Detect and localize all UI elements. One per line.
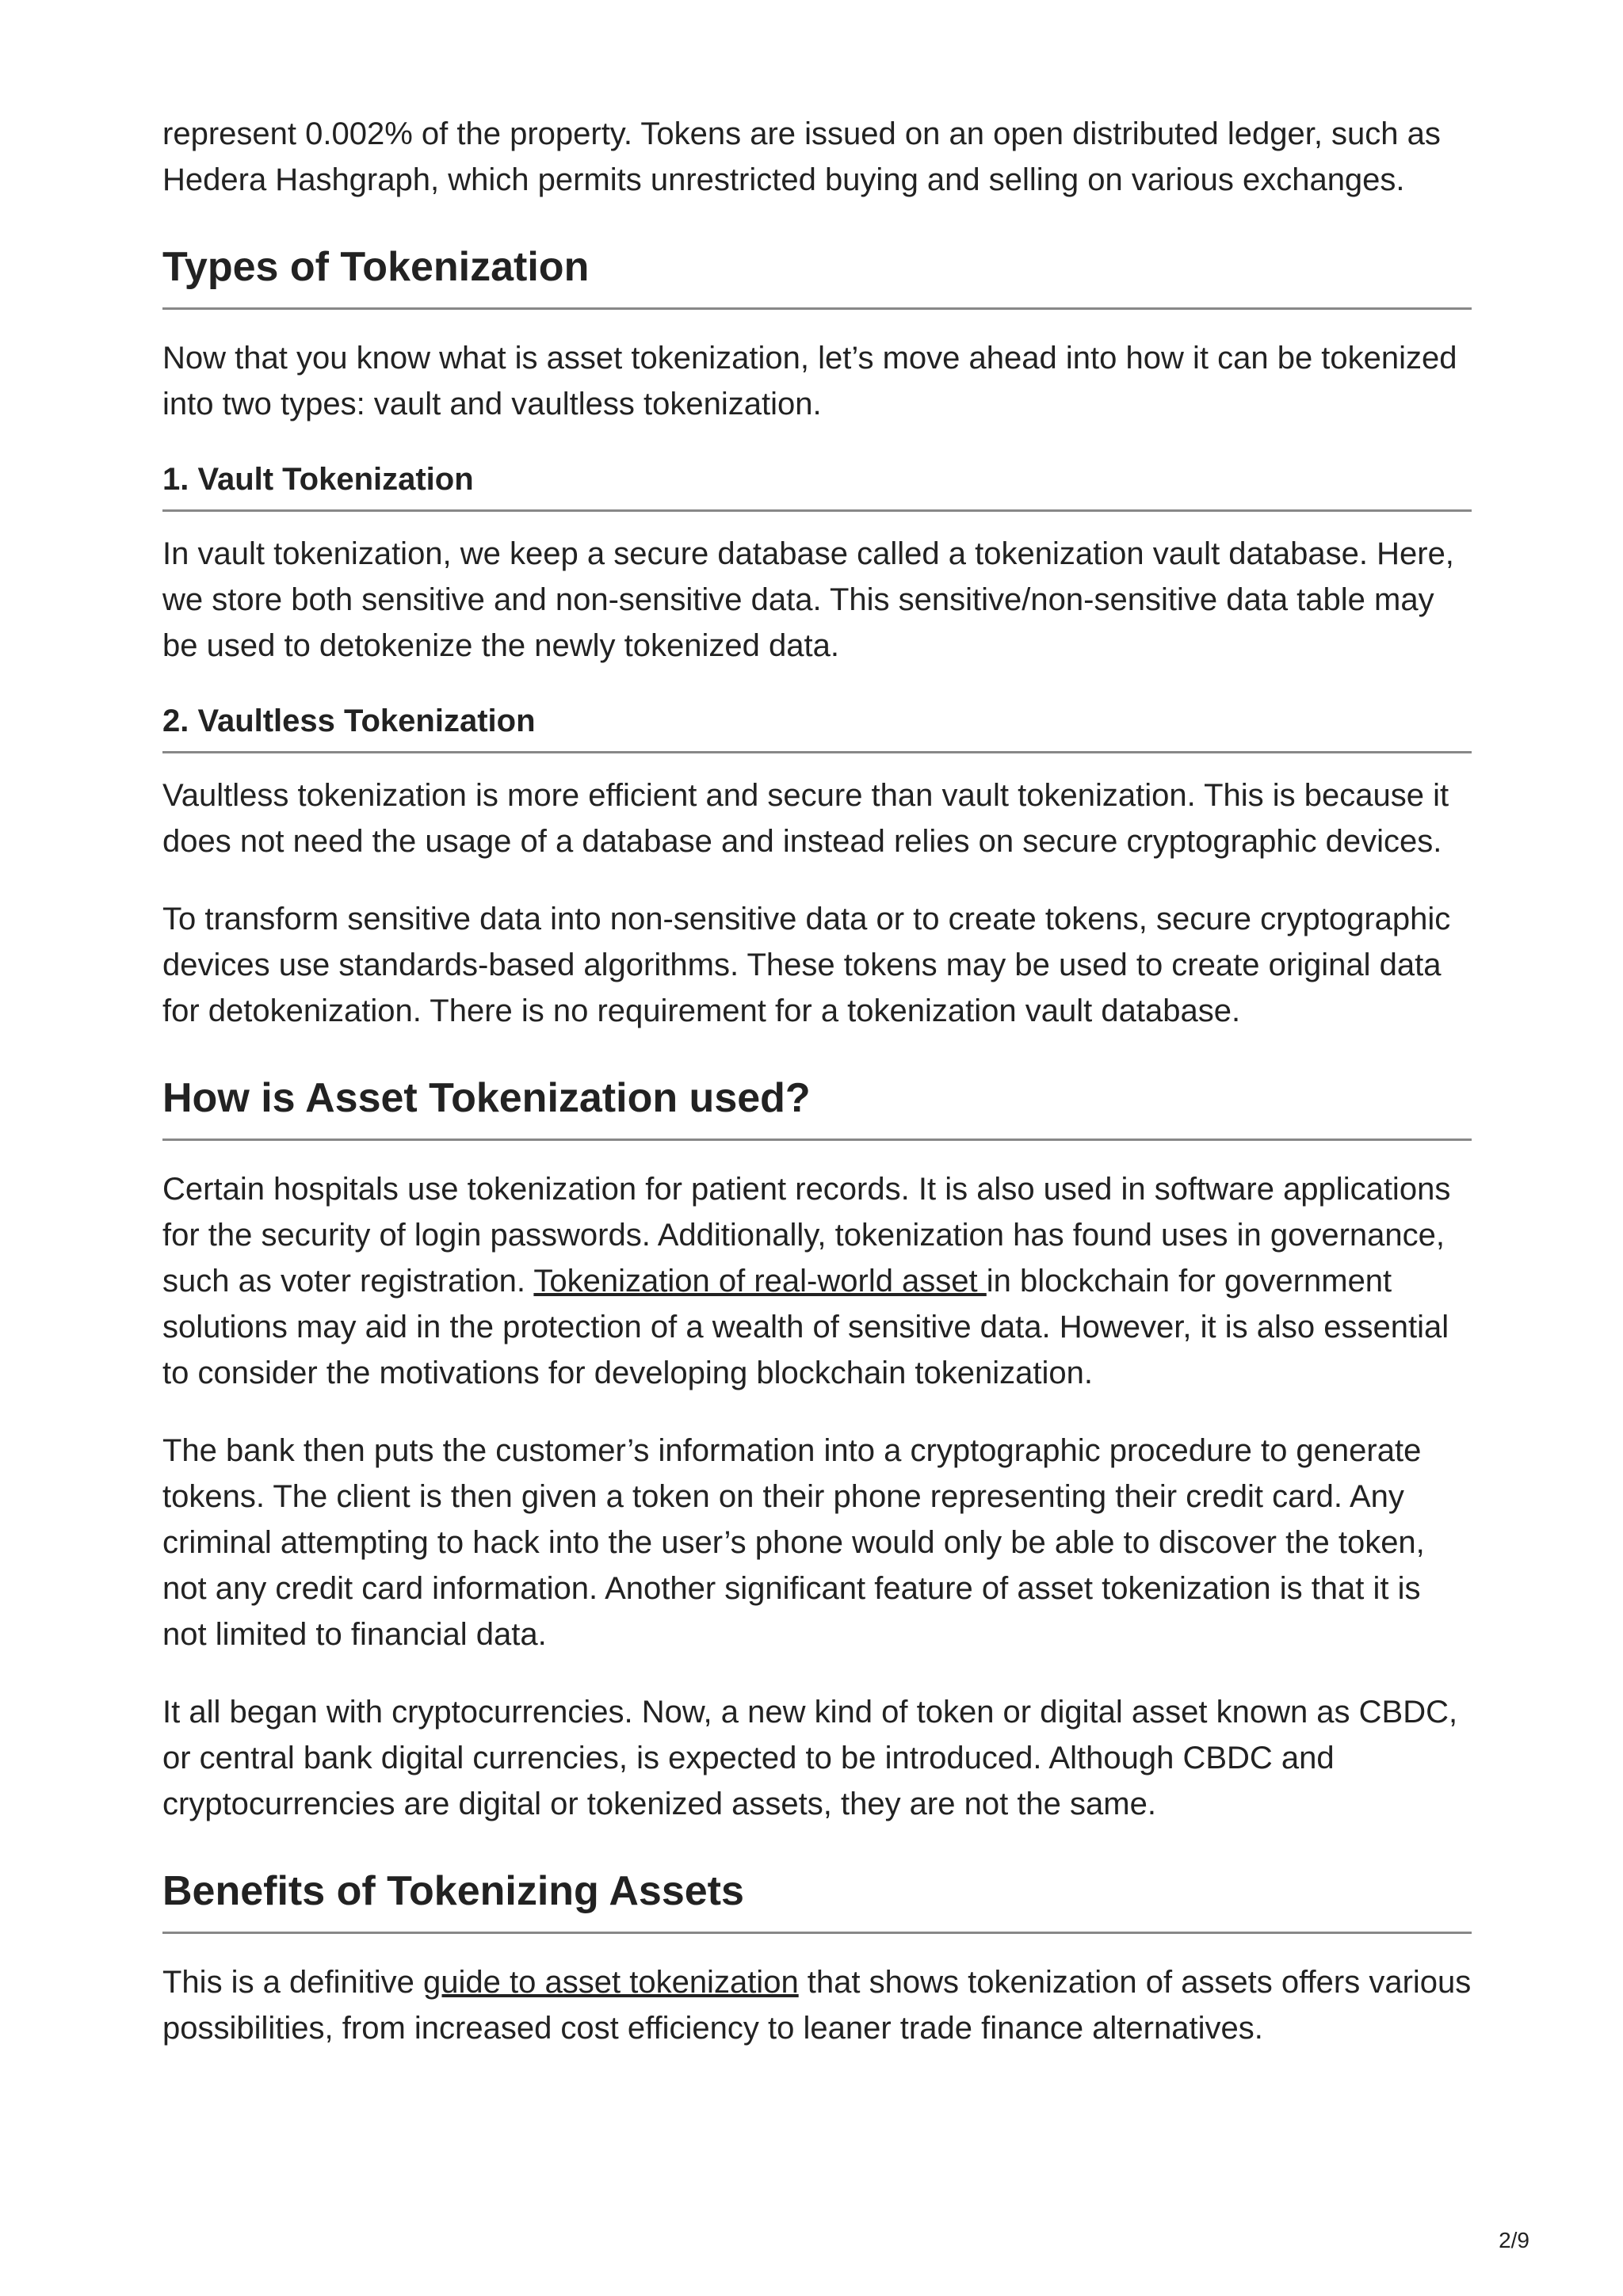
- vaultless-paragraph-1: Vaultless tokenization is more efficient and secure than vault tokenization. This is because it does not need the usage of a database and instead relies on secure cryptographic devices.: [162, 778, 1449, 859]
- asset-tokenization-guide-link[interactable]: guide to asset tokenization: [423, 1965, 799, 2000]
- benefits-paragraph-1-text-start: This is a definitive: [162, 1965, 424, 2000]
- usage-paragraph-1-text-end: in blockchain for government solutions may aid in the protection of a wealth of sensitive data. However, it is also essential to consider the motivations for developing blockchain tokenization.: [162, 1264, 1449, 1390]
- vault-tokenization-heading: 1. Vault Tokenization: [162, 459, 1472, 512]
- page-number: 2/9: [1499, 2228, 1529, 2252]
- intro-paragraph: represent 0.002% of the property. Tokens are issued on an open distributed ledger, such as Hedera Hashgraph, which permits unrestricted buying and selling on various exchanges.: [162, 116, 1441, 197]
- usage-paragraph-3: It all began with cryptocurrencies. Now, a new kind of token or digital asset known as CBDC, or central bank digital currencies, is expected to be introduced. Although CBDC and cryptocurrencies are digital or tokenized assets, they are not the same.: [162, 1695, 1458, 1821]
- usage-paragraph-2: The bank then puts the customer’s information into a cryptographic procedure to generate tokens. The client is then given a token on their phone representing their credit card. Any criminal attempting to hack into the user’s phone would only be able to discover the token, not any credit card information. Another significant feature of asset tokenization is that it is not limited to financial data.: [162, 1433, 1425, 1652]
- vaultless-paragraph-2: To transform sensitive data into non-sensitive data or to create tokens, secure cryptographic devices use standards-based algorithms. These tokens may be used to create original data for detokenization. There is no requirement for a tokenization vault database.: [162, 902, 1451, 1028]
- benefits-paragraph-1: [162, 1959, 1472, 2051]
- vault-tokenization-paragraph: In vault tokenization, we keep a secure database called a tokenization vault database. Here, we store both sensitive and non-sensitive data. This sensitive/non-sensitive data table may be used to detokenize the newly tokenized data.: [162, 536, 1454, 663]
- benefits-heading: Benefits of Tokenizing Assets: [162, 1867, 1472, 1934]
- types-heading: Types of Tokenization: [162, 242, 1472, 310]
- types-intro-paragraph: Now that you know what is asset tokenization, let’s move ahead into how it can be tokenized into two types: vault and vaultless tokenization.: [162, 341, 1457, 421]
- benefits-paragraph-1-text-end: that shows tokenization of assets offers various possibilities, from increased cost efficiency to leaner trade finance alternatives.: [162, 1965, 1472, 2046]
- vaultless-tokenization-heading: 2. Vaultless Tokenization: [162, 700, 1472, 753]
- article-body: [162, 111, 1472, 2083]
- usage-paragraph-1-text-start: Certain hospitals use tokenization for patient records. It is also used in software applications for the security of login passwords. Additionally, tokenization has found uses in governance, such as voter registration.: [162, 1172, 1451, 1299]
- usage-paragraph-1: [162, 1166, 1472, 1396]
- usage-heading: How is Asset Tokenization used?: [162, 1074, 1472, 1141]
- real-world-asset-link[interactable]: Tokenization of real-world asset: [533, 1264, 987, 1299]
